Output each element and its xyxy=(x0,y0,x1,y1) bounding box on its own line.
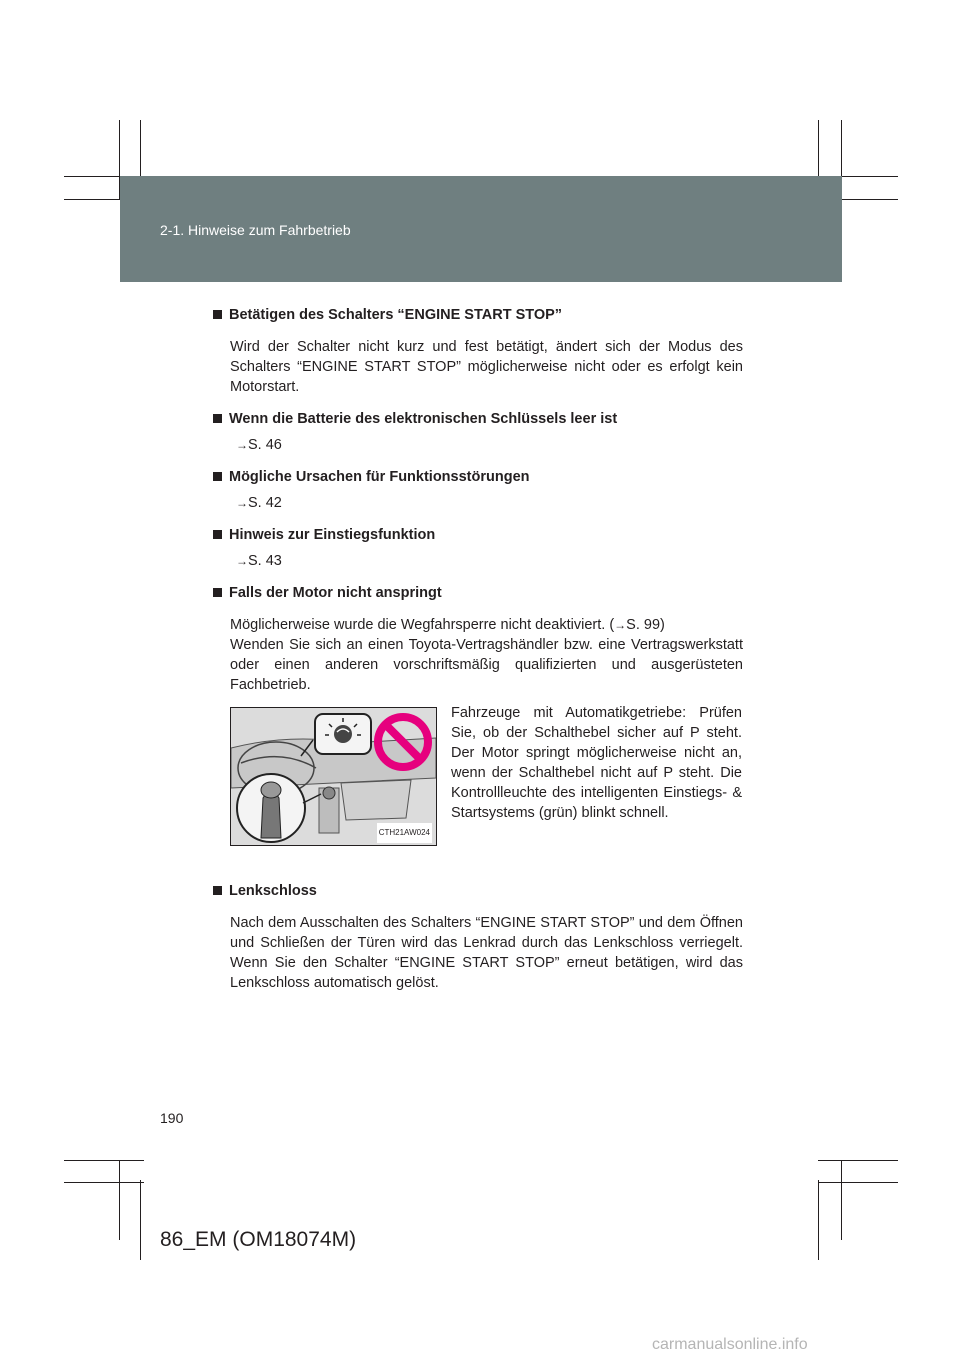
section-heading: Mögliche Ursachen für Funktionsstörungen xyxy=(213,467,743,487)
paragraph: Nach dem Ausschalten des Schalters “ENGINE START STOP” und dem Öffnen und Schließen der Türen wird das Lenkrad durch das Lenkschloss verriegelt. Wenn Sie den Schalter “ENGINE START STOP” erneut betätigen, wird das Lenkschloss automatisch gelöst. xyxy=(230,915,743,991)
figure-code: CTH21AW024 xyxy=(377,823,432,843)
watermark: carmanualsonline.info xyxy=(652,1336,808,1353)
section-heading: Falls der Motor nicht anspringt xyxy=(213,583,743,603)
section-heading: Betätigen des Schalters “ENGINE START STOP” xyxy=(213,305,743,325)
crop-mark xyxy=(818,1182,898,1183)
paragraph: Wird der Schalter nicht kurz und fest betätigt, ändert sich der Modus des Schalters “ENGINE START STOP” möglicherweise nicht oder es erfolgt kein Motorstart. xyxy=(230,339,743,395)
paragraph: Möglicherweise wurde die Wegfahrsperre nicht deaktiviert. (→S. 99) xyxy=(230,617,665,633)
arrow-icon: → xyxy=(236,438,248,452)
square-bullet-icon xyxy=(213,414,222,423)
page-reference[interactable]: →S. 46 xyxy=(236,437,282,453)
paragraph: Wenden Sie sich an einen Toyota-Vertragshändler bzw. eine Vertragswerkstatt oder einen anderen vorschriftsmäßig qualifizierten und ausgerüsteten Fachbetrieb. xyxy=(230,637,743,693)
square-bullet-icon xyxy=(213,310,222,319)
prohibition-icon xyxy=(373,712,433,772)
section-heading: Wenn die Batterie des elektronischen Schlüssels leer ist xyxy=(213,409,743,429)
page-reference[interactable]: →S. 42 xyxy=(236,495,282,511)
square-bullet-icon xyxy=(213,530,222,539)
arrow-icon: → xyxy=(236,554,248,568)
section-heading: Lenkschloss xyxy=(213,881,743,901)
page-reference[interactable]: →S. 43 xyxy=(236,553,282,569)
crop-mark xyxy=(119,1160,120,1240)
square-bullet-icon xyxy=(213,472,222,481)
crop-mark xyxy=(64,1182,144,1183)
figure-caption: Fahrzeuge mit Automatikgetriebe: Prüfen Sie, ob der Schalthebel sicher auf P steht. Der Motor springt möglicherweise nicht an, wenn der Schalthebel nicht auf P steht. Die Kontrollleuchte des intelligenten Einstiegs- & Startsystems (grün) blinkt schnell. xyxy=(451,705,742,821)
arrow-icon: → xyxy=(614,618,627,632)
crop-mark xyxy=(140,1180,141,1260)
crop-mark xyxy=(818,1180,819,1260)
arrow-icon: → xyxy=(236,496,248,510)
crop-mark xyxy=(841,1160,842,1240)
dashboard-illustration xyxy=(230,707,437,846)
manual-code: 86_EM (OM18074M) xyxy=(160,1228,357,1251)
figure-row xyxy=(213,703,743,861)
square-bullet-icon xyxy=(213,886,222,895)
square-bullet-icon xyxy=(213,588,222,597)
page-number: 190 xyxy=(160,1110,184,1126)
crop-mark xyxy=(64,1160,144,1161)
section-heading: Hinweis zur Einstiegsfunktion xyxy=(213,525,743,545)
page-content xyxy=(213,305,743,993)
crop-mark xyxy=(818,1160,898,1161)
page-reference[interactable]: →S. 99 xyxy=(614,617,661,633)
section-title: 2-1. Hinweise zum Fahrbetrieb xyxy=(160,222,351,238)
